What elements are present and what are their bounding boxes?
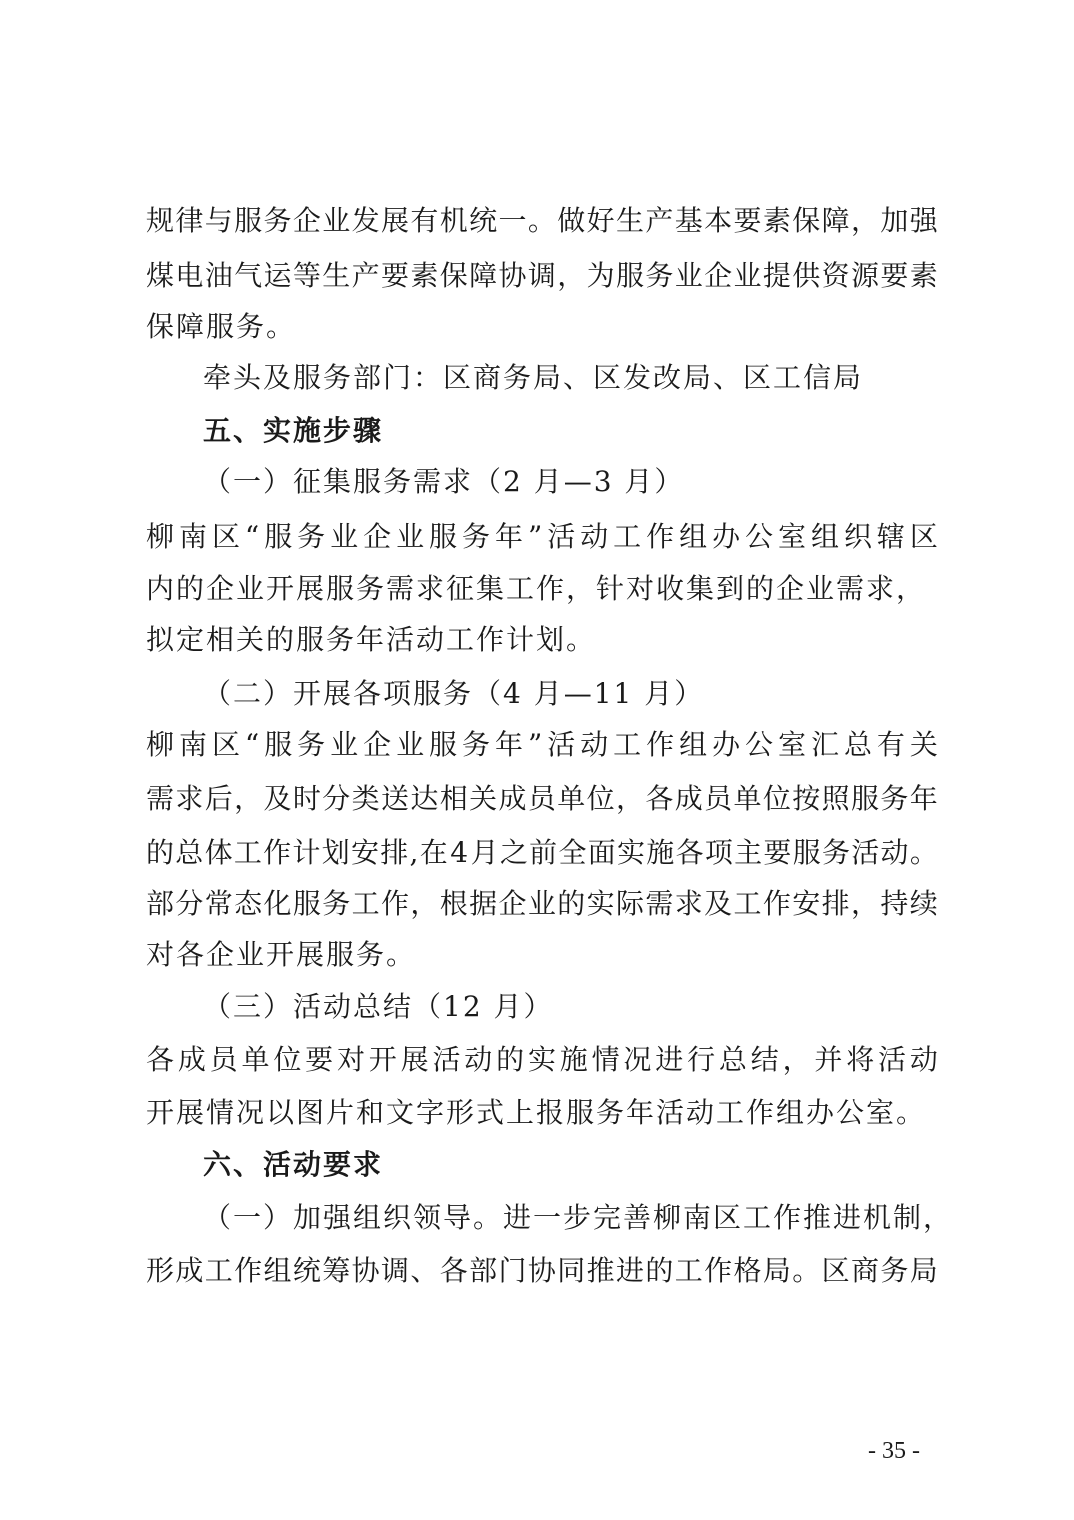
paragraph-line: 部 分 常 态 化 服 务 工 作 ， 根 据 企 业 的 实 际 需 求 及 工 作 安 排 ， 持 续: [146, 887, 938, 920]
paragraph-line: 的 总 体 工 作 计 划 安 排 , 在 4 月 之 前 全 面 实 施 各 项 主 要 服 务 活 动 。: [146, 836, 938, 869]
subheading-activity-summary: （三）活动总结（12 月）: [203, 990, 554, 1023]
paragraph-line: 开展情况以图片和文字形式上报服务年活动工作组办公室。: [146, 1096, 927, 1129]
page-number: - 35 -: [868, 1438, 920, 1464]
paragraph-line: 规 律 与 服 务 企 业 发 展 有 机 统 一 。 做 好 生 产 基 本 要 素 保 障 ， 加 强: [146, 204, 938, 237]
section-heading-activity-requirements: 六、活动要求: [203, 1148, 384, 1181]
paragraph-line: 内的企业开展服务需求征集工作，针对收集到的企业需求，: [146, 572, 927, 605]
lead-department-line: 牵头及服务部门：区商务局、区发改局、区工信局: [203, 361, 864, 394]
subheading-collect-needs: （一）征集服务需求（2 月—3 月）: [203, 465, 685, 498]
paragraph-line: 煤 电 油 气 运 等 生 产 要 素 保 障 协 调 ， 为 服 务 业 企 业 提 供 资 源 要 素: [146, 259, 938, 292]
paragraph-line: （一）加强组织领导。进一步完善柳南区工作推进机制，: [203, 1201, 954, 1234]
paragraph-line: 拟定相关的服务年活动工作计划。: [146, 623, 597, 656]
section-heading-implementation-steps: 五、实施步骤: [203, 414, 384, 447]
paragraph-line: 需 求 后 ， 及 时 分 类 送 达 相 关 成 员 单 位 ， 各 成 员 单 位 按 照 服 务 年: [146, 782, 938, 815]
paragraph-line: 形 成 工 作 组 统 筹 协 调 、 各 部 门 协 同 推 进 的 工 作 格 局 。 区 商 务 局: [146, 1254, 938, 1287]
paragraph-line: 对各企业开展服务。: [146, 938, 417, 971]
paragraph-line: 柳 南 区 “ 服 务 业 企 业 服 务 年 ” 活 动 工 作 组 办 公 室 汇 总 有 关: [146, 728, 938, 761]
paragraph-line: 各 成 员 单 位 要 对 开 展 活 动 的 实 施 情 况 进 行 总 结 ， 并 将 活 动: [146, 1043, 938, 1076]
subheading-carry-out-services: （二）开展各项服务（4 月—11 月）: [203, 677, 705, 710]
paragraph-line: 柳 南 区 “ 服 务 业 企 业 服 务 年 ” 活 动 工 作 组 办 公 室 组 织 辖 区: [146, 520, 938, 553]
paragraph-line: 保障服务。: [146, 310, 297, 343]
